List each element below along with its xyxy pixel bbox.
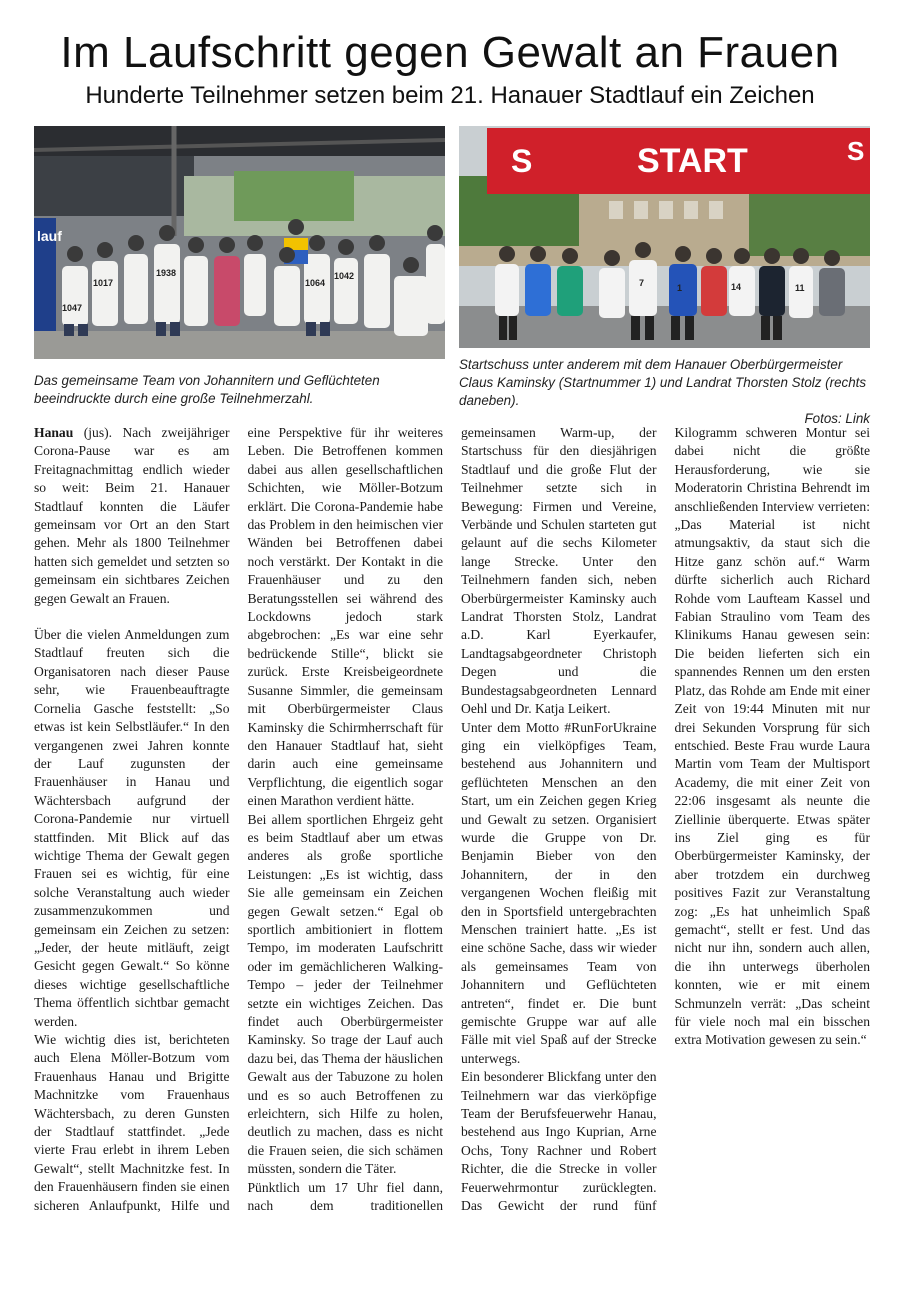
bib-number: 1064 — [305, 278, 326, 288]
article-paragraph: Unter dem Motto #RunForUkraine ging ein vielköpfiges Team, bestehend aus Johannitern und geflüchteten Menschen an den Start, um ein Zeichen gegen Krieg und Gewalt zu setzen. Organisiert wurde die Gruppe von Dr. Benjamin Bieber von den Johannitern, der in den vergangenen Wochen fleißig mit den in Sportsfield untergebrachten Menschen trainiert hatte. „Es ist eine schöne Sache, dass wir wieder als gemeinsames Team von Johannitern und Geflüchteten antreten“, findet er. Die bunt gemischte Gruppe war auf alle Fälle mit viel Spaß auf der Strecke unterwegs. — [461, 719, 657, 1066]
photo-caption-left: Das gemeinsame Team von Johannitern und Geflüchteten beeindruckte durch eine große Teilnehmerzahl. — [34, 373, 380, 406]
headline: Im Laufschritt gegen Gewalt an Frauen — [60, 28, 840, 77]
bib-number: 1047 — [62, 303, 83, 313]
photo-caption-right-text: Startschuss unter anderem mit dem Hanauer Oberbürgermeister Claus Kaminsky (Startnummer 1) und Landrat Thorsten Stolz (rechts daneben). — [459, 357, 867, 408]
article-paragraph: Ein besonderer Blickfang unter den Teilnehmern war das vierköpfige Team der Berufsfeuerwehr Hanau, bestehend aus Ingo Kuprian, Arne Ochs, Tony Rachner und Robert Richter, die die Strecke in voller Feuerwehrmontur zurücklegten. Das Gewicht der rund fünf Kilogramm schweren Montur sei dabei nicht die größte Herausforderung, wie sie Moderatorin Christina Behrendt im anschließenden Interview verrieten: „Das Material ist nicht atmungsaktiv, da staut sich die Hitze ganz schön auf.“ Warm dürfte sicherlich auch Richard Rohde vom Laufteam Kassel und Fabian Straulino vom Team des Klinikums Hanau gewesen sein: Die beiden lieferten sich ein spannendes Rennen um den ersten Platz, das Rohde am Ende mit einer Zeit von 19:44 Minuten mit nur drei Sekunden Vorsprung für sich entschied. Beste Frau wurde Laura Martin vom Team der Multisport Academy, die mit einer Zeit von 22:06 insgesamt als neunte die Ziellinie überquerte. Etwas später ins Ziel ging es für Oberbürgermeister Kaminsky, der aber trotzdem ein durchweg positives Fazit zur Veranstaltung zog: „Es hat unheimlich Spaß gemacht“, stellt er fest. Und das nicht nur ihn, sondern auch allen, die ihn unterwegs überholen konnten, wie er mit einem Schmunzeln verrät: „Das scheint für viele noch mal ein bisschen extra Motivation gewesen zu sein.“ — [461, 425, 870, 1214]
bib-number: 1042 — [334, 271, 355, 281]
banner-text: START — [637, 142, 748, 180]
bib-number: 11 — [795, 283, 805, 293]
photo-team-johanniter — [34, 126, 445, 359]
article-paragraph: Über die vielen Anmeldungen zum Stadtlauf freuten sich die Organisatoren nach dieser Pause sehr, wie Frauenbeauftragte Cornelia Gasche feststellt: „So etwas ist kein Selbstläufer.“ In den vergangenen zwei Jahren konnte der Lauf zugunsten der Frauenhäuser in Hanau und Wächtersbach aufgrund der Corona-Pandemie nur virtuell stattfinden. Mit Blick auf das wichtige Thema der Gewalt gegen Frauen sei es wichtig, für eine solche Veranstaltung auch wieder zusammenzukommen und gemeinsam ein Zeichen zu setzen: „Jeder, der heute mitläuft, zeigt Gesicht gegen Gewalt.“ So könne dieses wichtige gesellschaftliche Thema öffentlich sichtbar gemacht werden. — [34, 627, 230, 1029]
dateline: Hanau — [34, 425, 74, 440]
banner-text: lauf — [37, 228, 62, 244]
bib-number: 1017 — [93, 278, 114, 288]
svg-text:S: S — [511, 143, 533, 179]
photo-credit: Fotos: Link — [804, 411, 870, 426]
article-body — [34, 424, 870, 1224]
article-paragraph: Wie wichtig dies ist, berichteten auch Elena Möller-Botzum vom Frauenhaus Hanau und Brigitte Machnitzke vom Frauenhaus Wächtersbach, zu deren Gunsten der Stadtlauf stattfindet. „Jede vierte Frau erlebt in ihrem Leben Gewalt“, stellt Machnitzke fest. In den Frauenhäusern finden sie einen sicheren Anlaufpunkt, Hilfe und eine Perspektive für ihr weiteres Leben. Die Betroffenen kommen dabei aus allen gesellschaftlichen Schichten, wie Möller-Botzum erklärt. Die Corona-Pandemie habe das Problem in den heimischen vier Wänden bei Betroffenen dabei noch verstärkt. Der Kontakt in die Frauenhäuser und zu den Beratungsstellen sei während des Lockdowns jedoch stark abgebrochen: „Es war eine sehr bedrückende Stille“, blickt sie zurück. Erste Kreisbeigeordnete Susanne Simmler, die gemeinsam mit Oberbürgermeister Claus Kaminsky die Schirmherrschaft für den Hanauer Stadtlauf hat, sieht darin auch eine gemeinsame Verpflichtung, die eigentlich sogar einen Marathon verdient hätte. — [34, 425, 443, 1213]
bib-number: 14 — [731, 282, 742, 292]
bib-number: 7 — [639, 278, 645, 288]
svg-text:S: S — [847, 136, 865, 166]
photo-caption-right — [459, 356, 870, 428]
article-paragraph: Pünktlich um 17 Uhr fiel dann, nach dem traditionellen gemeinsamen Warm-up, der Startschuss für den diesjährigen Stadtlauf und die große Flut der Teilnehmer setzte sich in Bewegung: Firmen und Vereine, Verbände und Schulen starteten gut gelaunt auf die sechs Kilometer lange Strecke. Unter den Teilnehmern fanden sich, neben Oberbürgermeister Kaminsky auch Landrat Thorsten Stolz, Landrat a.D. Karl Eyerkaufer, Landtagsabgeordneter Christoph Degen und die Bundestagsabgeordneten Lennard Oehl und Dr. Katja Leikert. — [247, 425, 657, 1214]
bib-number: 1 — [677, 283, 683, 293]
subheadline: Hunderte Teilnehmer setzen beim 21. Hanauer Stadtlauf ein Zeichen — [85, 82, 815, 109]
author-tag: (jus). — [73, 425, 123, 440]
article-paragraph: Bei allem sportlichen Ehrgeiz geht es beim Stadtlauf aber um etwas anderes als große sportliche Leistungen: „Es ist wichtig, dass Sie alle gemeinsam ein Zeichen gegen Gewalt setzen.“ Egal ob sportlich ambitioniert in flottem Tempo, im moderaten Laufschritt oder im gemächlicheren Walking-Tempo – jeder der Teilnehmer setzte ein wichtiges Zeichen. Das findet auch Oberbürgermeister Kaminsky. So trage der Lauf auch dazu bei, das Thema der häuslichen Gewalt aus der Tabuzone zu holen und es so auch Betroffenen zu erleichtern, sich Hilfe zu holen, deutlich zu machen, dass es nicht die Frauen seien, die sich schämen müssten, sondern die Täter. — [247, 811, 443, 1177]
bib-number: 1938 — [156, 268, 177, 278]
photo-start-line — [459, 126, 870, 348]
article-paragraph: Hanau (jus). Nach zweijähriger Corona-Pause war es am Freitagnachmittag endlich wieder so weit: Beim 21. Hanauer Stadtlauf konnten die Läufer gemeinsam vor Ort an den Start gehen. Mehr als 1800 Teilnehmer hatten sich gemeldet und setzten so gemeinsam ein sichtbares Zeichen gegen Gewalt an Frauen. — [34, 425, 230, 606]
